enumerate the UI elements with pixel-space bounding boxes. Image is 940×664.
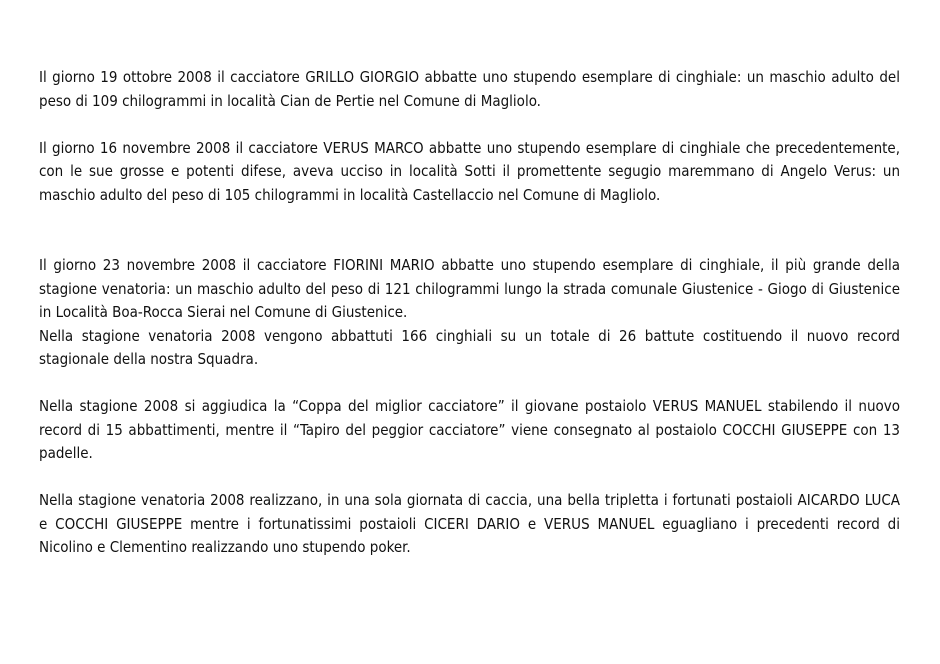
paragraph-spacer: [39, 113, 900, 137]
paragraph-season-total: Nella stagione venatoria 2008 vengono abbattuti 166 cinghiali su un totale di 26 battute costituendo il nuovo record stagionale della nostra Squadra.: [39, 326, 900, 368]
paragraph-spacer: [39, 466, 900, 490]
paragraph-spacer: [39, 372, 900, 396]
paragraph-spacer: [39, 207, 900, 254]
paragraph-awards: Nella stagione 2008 si aggiudica la “Coppa del miglior cacciatore” il giovane postaiolo VERUS MANUEL stabilendo il nuovo record di 15 abbattimenti, mentre il “Tapiro del peggior cacciatore” viene consegnato al postaiolo COCCHI GIUSEPPE con 13 padelle.: [39, 397, 900, 462]
paragraph-fiorini: Il giorno 23 novembre 2008 il cacciatore FIORINI MARIO abbatte uno stupendo esemplare di cinghiale, il più grande della stagione venatoria: un maschio adulto del peso di 121 chilogrammi lungo la strada comunale Giustenice - Giogo di Giustenice in Località Boa-Rocca Sierai nel Comune di Giustenice.: [39, 256, 900, 321]
paragraph-records: Nella stagione venatoria 2008 realizzano, in una sola giornata di caccia, una bella tripletta i fortunati postaioli AICARDO LUCA e COCCHI GIUSEPPE mentre i fortunatissimi postaioli CICERI DARIO e VERUS MANUEL eguagliano i precedenti record di Nicolino e Clementino realizzando uno stupendo poker.: [39, 491, 900, 556]
paragraph-verus-marco: Il giorno 16 novembre 2008 il cacciatore VERUS MARCO abbatte uno stupendo esemplare di cinghiale che precedentemente, con le sue grosse e potenti difese, aveva ucciso in località Sotti il promettente segugio maremmano di Angelo Verus: un maschio adulto del peso di 105 chilogrammi in località Castellaccio nel Comune di Magliolo.: [39, 138, 900, 204]
paragraph-grillo: Il giorno 19 ottobre 2008 il cacciatore GRILLO GIORGIO abbatte uno stupendo esemplare di cinghiale: un maschio adulto del peso di 109 chilogrammi in località Cian de Pertie nel Comune di Magliolo.: [39, 68, 900, 110]
document-page: [39, 66, 900, 560]
